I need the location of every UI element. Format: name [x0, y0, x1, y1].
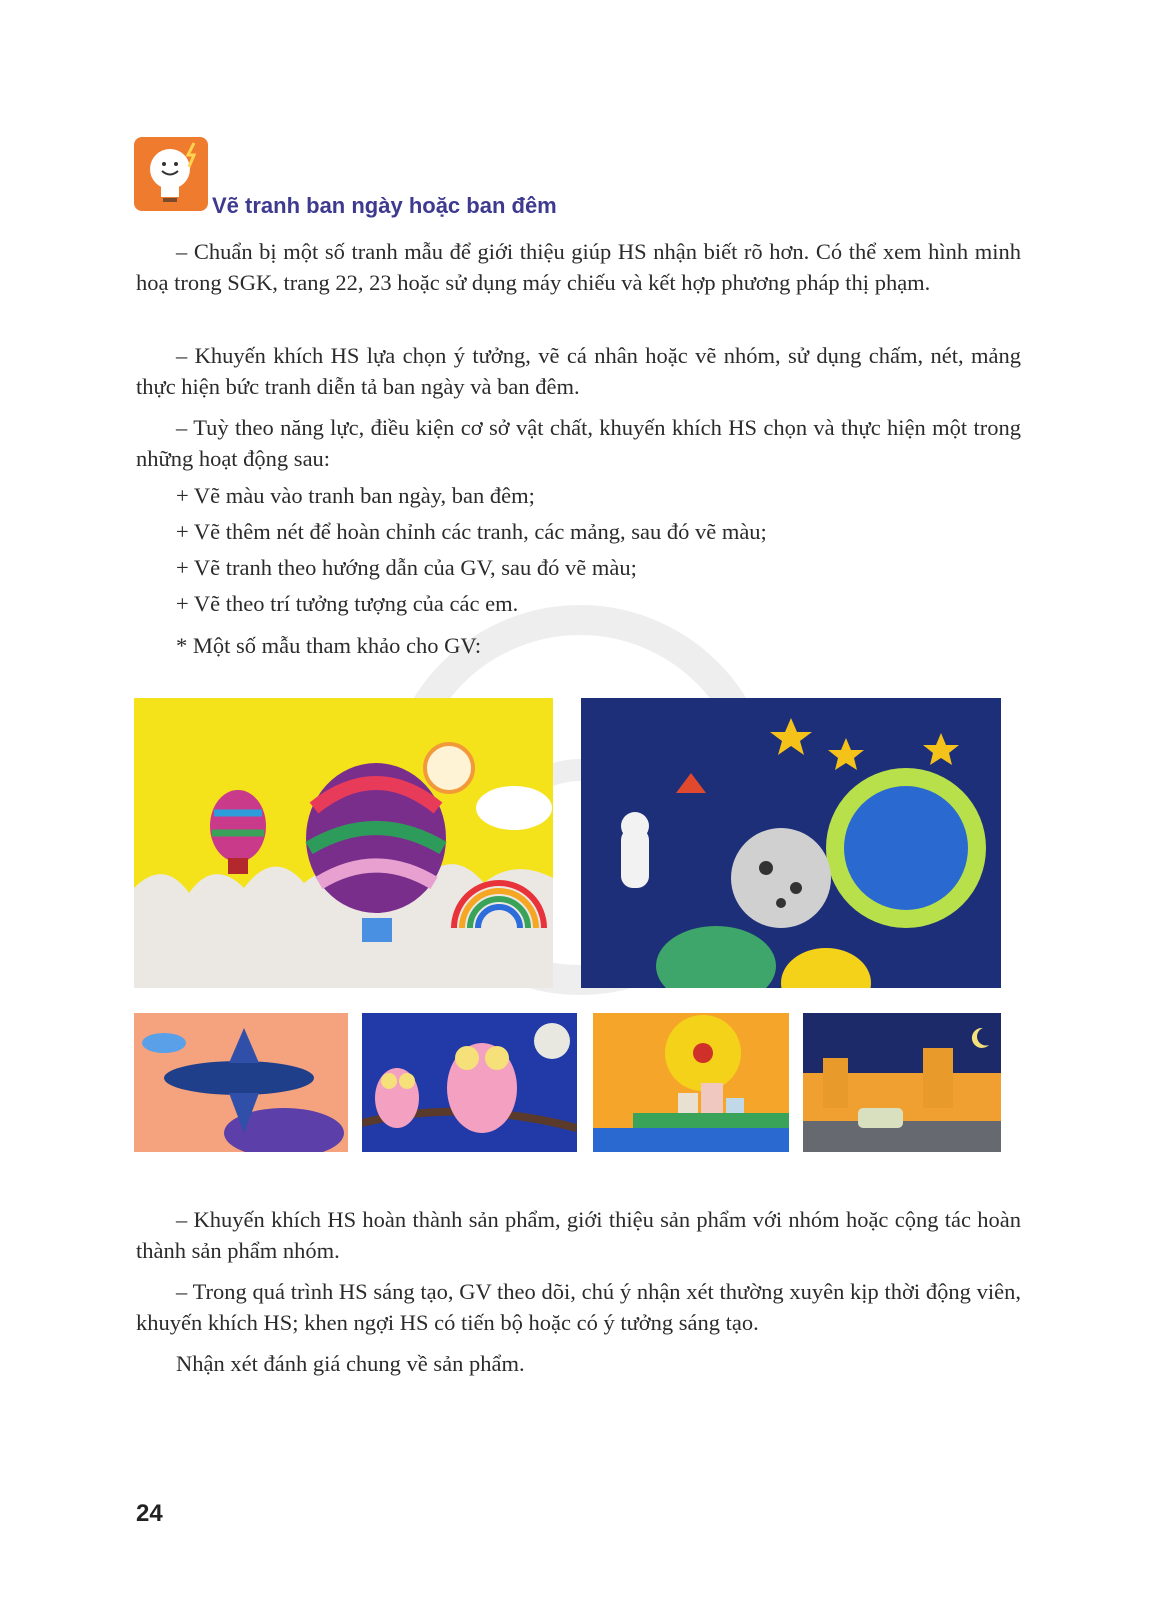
artwork-balloons: [134, 698, 553, 988]
paragraph-activities: – Tuỳ theo năng lực, điều kiện cơ sở vật chất, khuyến khích HS chọn và thực hiện một trong những hoạt động sau:: [136, 415, 1021, 471]
section-heading: Vẽ tranh ban ngày hoặc ban đêm: [212, 193, 557, 218]
artwork-owls: [362, 1013, 577, 1152]
artwork-airplane: [134, 1013, 348, 1152]
list-item: + Vẽ theo trí tưởng tượng của các em.: [176, 591, 519, 616]
paragraph-prepare: – Chuẩn bị một số tranh mẫu để giới thiệu giúp HS nhận biết rõ hơn. Có thể xem hình minh hoạ trong SGK, trang 22, 23 hoặc sử dụng máy chiếu và kết hợp phương pháp thị phạm.: [136, 239, 1021, 295]
artwork-night-city: [803, 1013, 1001, 1152]
artwork-space: [581, 698, 1001, 988]
paragraph-monitor: – Trong quá trình HS sáng tạo, GV theo dõi, chú ý nhận xét thường xuyên kịp thời động viên, khuyến khích HS; khen ngợi HS có tiến bộ hoặc có ý tưởng sáng tạo.: [136, 1279, 1021, 1335]
list-item: + Vẽ màu vào tranh ban ngày, ban đêm;: [176, 483, 535, 508]
paragraph-assessment: Nhận xét đánh giá chung về sản phẩm.: [176, 1351, 525, 1376]
reference-note: * Một số mẫu tham khảo cho GV:: [176, 633, 482, 658]
list-item: + Vẽ thêm nét để hoàn chỉnh các tranh, các mảng, sau đó vẽ màu;: [176, 519, 767, 544]
artwork-sun-town: [593, 1013, 789, 1152]
paragraph-encourage: – Khuyến khích HS lựa chọn ý tưởng, vẽ cá nhân hoặc vẽ nhóm, sử dụng chấm, nét, mảng thực hiện bức tranh diễn tả ban ngày và ban đêm.: [136, 343, 1021, 399]
page-number: 24: [136, 1500, 163, 1527]
list-item: + Vẽ tranh theo hướng dẫn của GV, sau đó vẽ màu;: [176, 555, 637, 580]
paragraph-complete: – Khuyến khích HS hoàn thành sản phẩm, giới thiệu sản phẩm với nhóm hoặc cộng tác hoàn thành sản phẩm nhóm.: [136, 1207, 1021, 1263]
lightbulb-icon: [134, 137, 208, 211]
